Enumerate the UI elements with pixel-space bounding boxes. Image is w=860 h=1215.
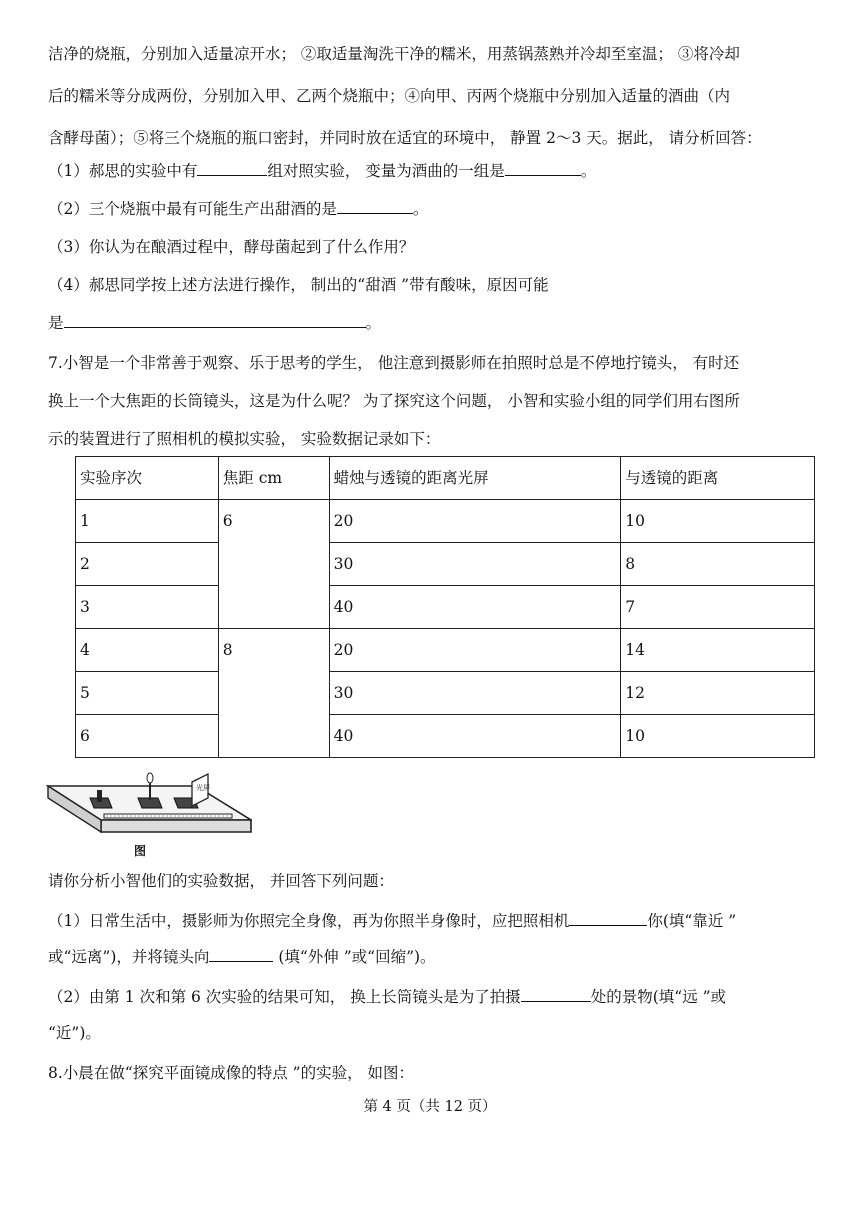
question-1 xyxy=(48,160,828,182)
table-cell: 8 xyxy=(621,543,815,586)
table-cell: 6 xyxy=(76,715,219,758)
question-text: （2）由第 1 次和第 6 次实验的结果可知， 换上长筒镜头是为了拍摄 xyxy=(48,988,521,1006)
question-text: (填“外伸 ”或“回缩”)。 xyxy=(273,948,436,966)
table-header: 焦距 cm xyxy=(218,457,329,500)
question-text: （2）三个烧瓶中最有可能生产出甜酒的是 xyxy=(48,200,337,218)
paragraph-line: 含酵母菌）；⑤将三个烧瓶的瓶口密封，并同时放在适宜的环境中， 静置 2～3 天。据此， 请分析回答： xyxy=(48,129,762,147)
table-header-row xyxy=(76,457,815,500)
table-cell: 2 xyxy=(76,543,219,586)
answer-blank[interactable] xyxy=(337,198,413,214)
subquestion-1-cont xyxy=(48,946,828,968)
optical-bench-illustration xyxy=(46,768,252,860)
table-cell: 4 xyxy=(76,629,219,672)
question-3: （3）你认为在酿酒过程中，酵母菌起到了什么作用？ xyxy=(48,238,415,256)
question-text: 组对照实验， 变量为酒曲的一组是 xyxy=(267,162,505,180)
table-row xyxy=(76,715,815,758)
table-cell: 12 xyxy=(621,672,815,715)
table-cell: 7 xyxy=(621,586,815,629)
answer-blank[interactable] xyxy=(197,160,267,176)
table-cell: 30 xyxy=(329,543,621,586)
table-header: 实验序次 xyxy=(76,457,219,500)
question-2 xyxy=(48,198,828,220)
table-cell: 6 xyxy=(218,500,329,629)
camera-simulation-figure xyxy=(46,768,252,860)
table-cell: 3 xyxy=(76,586,219,629)
question-text: 处的景物(填“远 ”或 xyxy=(590,988,727,1006)
table-cell: 8 xyxy=(218,629,329,758)
subquestion-2 xyxy=(48,986,828,1008)
table-cell: 20 xyxy=(329,500,621,543)
table-header: 与透镜的距离 xyxy=(621,457,815,500)
svg-text:光屏: 光屏 xyxy=(196,784,210,792)
answer-blank[interactable] xyxy=(569,910,647,926)
paragraph-line: 洁净的烧瓶，分别加入适量凉开水； ②取适量淘洗干净的糯米，用蒸锅蒸熟并冷却至室温； ③将冷却 xyxy=(48,45,740,63)
table-cell: 1 xyxy=(76,500,219,543)
table-cell: 14 xyxy=(621,629,815,672)
paragraph-line: 后的糯米等分成两份，分别加入甲、乙两个烧瓶中；④向甲、丙两个烧瓶中分别加入适量的酒曲（内 xyxy=(48,87,731,105)
table-cell: 5 xyxy=(76,672,219,715)
problem-7-line: 示的装置进行了照相机的模拟实验， 实验数据记录如下： xyxy=(48,430,441,448)
question-text: 是 xyxy=(48,314,64,332)
question-4-answer xyxy=(48,312,828,334)
problem-8-line: 8.小晨在做“探究平面镜成像的特点 ”的实验， 如图： xyxy=(48,1064,414,1082)
table-cell: 30 xyxy=(329,672,621,715)
answer-blank[interactable] xyxy=(521,986,591,1002)
table-cell: 40 xyxy=(329,586,621,629)
question-text: 你(填“靠近 ” xyxy=(647,912,737,930)
subquestion-2-cont: “近”)。 xyxy=(48,1024,101,1042)
page-footer: 第 4 页（共 12 页） xyxy=(363,1099,497,1115)
table-cell: 40 xyxy=(329,715,621,758)
problem-7-line: 换上一个大焦距的长筒镜头，这是为什么呢？ 为了探究这个问题， 小智和实验小组的同学们用右图所 xyxy=(48,392,740,410)
figure-caption: 图 xyxy=(134,844,147,858)
problem-7-line: 7.小智是一个非常善于观察、乐于思考的学生， 他注意到摄影师在拍照时总是不停地拧镜头， 有时还 xyxy=(48,354,740,372)
table-cell: 10 xyxy=(621,500,815,543)
table-row xyxy=(76,672,815,715)
table-row xyxy=(76,500,815,543)
table-header: 蜡烛与透镜的距离光屏 xyxy=(329,457,621,500)
question-text: 或“远离”)，并将镜头向 xyxy=(48,948,210,966)
table-row xyxy=(76,543,815,586)
table-cell: 10 xyxy=(621,715,815,758)
answer-blank[interactable] xyxy=(505,160,581,176)
instruction-line: 请你分析小智他们的实验数据， 并回答下列问题： xyxy=(48,872,394,890)
question-text: （1）郝思的实验中有 xyxy=(48,162,198,180)
question-text: 。 xyxy=(580,162,597,180)
question-text: 。 xyxy=(365,314,382,332)
answer-blank[interactable] xyxy=(64,312,366,328)
table-row xyxy=(76,586,815,629)
question-text: （1）日常生活中，摄影师为你照完全身像，再为你照半身像时，应把照相机 xyxy=(48,912,570,930)
question-text: 。 xyxy=(412,200,429,218)
subquestion-1 xyxy=(48,910,828,932)
experiment-table xyxy=(75,456,815,758)
question-4: （4）郝思同学按上述方法进行操作， 制出的“甜酒 ”带有酸味，原因可能 xyxy=(48,276,549,294)
table-row xyxy=(76,629,815,672)
table-cell: 20 xyxy=(329,629,621,672)
answer-blank[interactable] xyxy=(209,946,273,962)
